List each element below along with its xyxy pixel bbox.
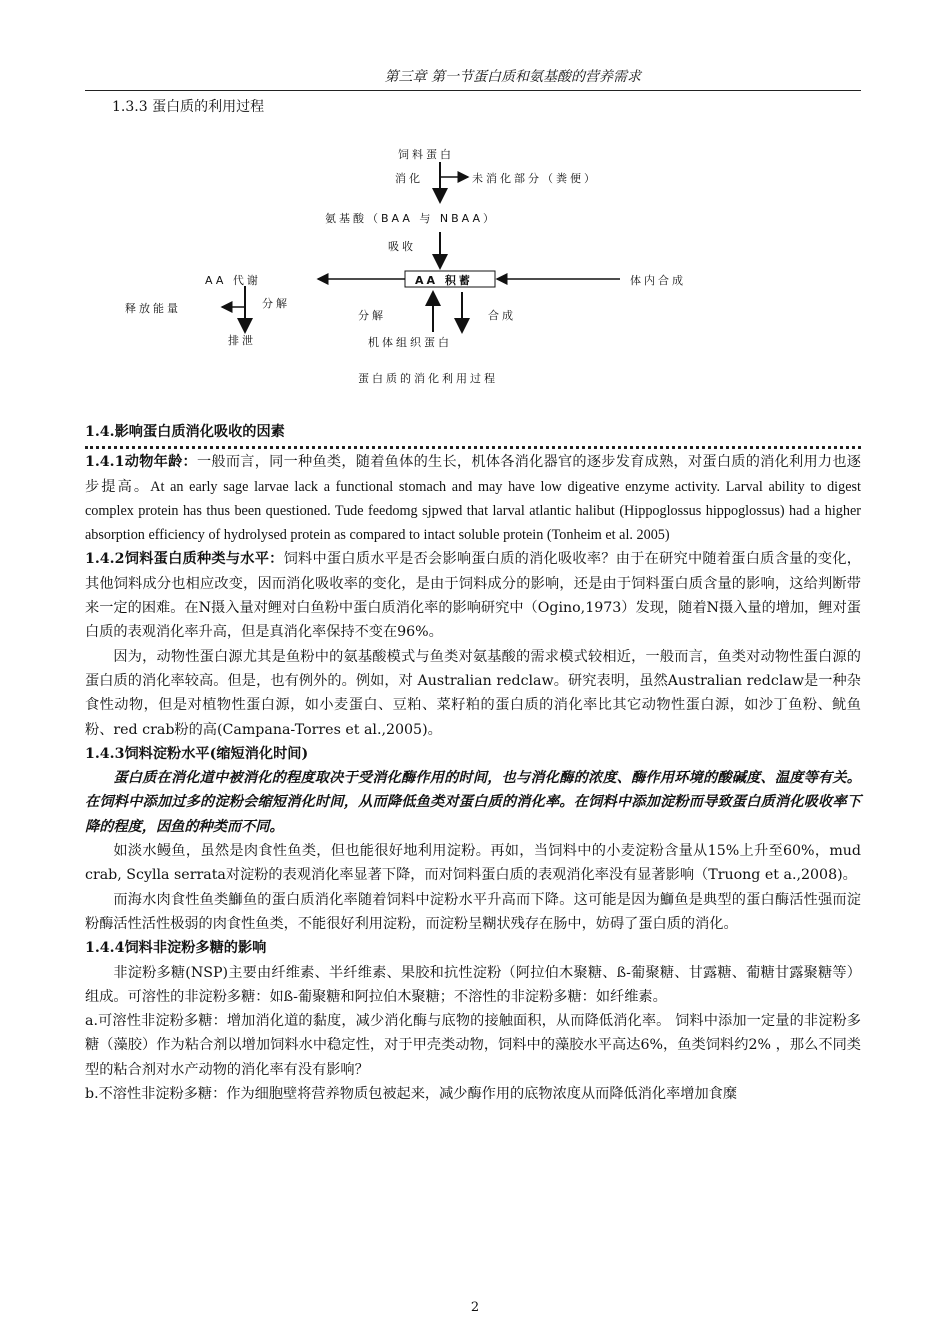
paragraph-1-4-3-b: 而海水肉食性鱼类鰤鱼的蛋白质消化率随着饲料中淀粉水平升高而下降。这可能是因为鰤鱼是典型的蛋白酶活性强而淀粉酶活性活性极弱的肉食性鱼类，不能很好利用淀粉，而淀粉呈糊状残存在肠中，妨碍了蛋白质的消化。 xyxy=(85,891,861,932)
heading-1-4-1: 1.4.1动物年龄： xyxy=(85,454,197,471)
heading-1-4-3: 1.4.3饲料淀粉水平(缩短消化时间) xyxy=(85,745,309,762)
section-heading-1-3-3: 1.3.3 蛋白质的利用过程 xyxy=(112,99,265,115)
text-1-4-1-en: At an early sage larvae lack a functional stomach and may have low digeative enzyme activity. Larval ability to digest complex protein has thus been questioned. Tude feedomg sjpwed that larval atlantic halibut (Hippoglossus hippoglossus) had a higher absorption efficiency of hydrolysed protein as compared to intact soluble protein (Tonheim et al. 2005) xyxy=(85,478,861,544)
label-feed-protein: 饲料蛋白 xyxy=(398,148,454,161)
paragraph-1-4-4-soluble: a.可溶性非淀粉多糖：增加消化道的黏度，减少消化酶与底物的接触面积，从而降低消化率。 饲料中添加一定量的非淀粉多糖（藻胶）作为粘合剂以增加饲料水中稳定性，对于甲壳类动物，饲料中的藻胶水平高达6%，鱼类饲料约2% ，那么不同类型的粘合剂对水产动物的消化率有没有影响？ xyxy=(85,1013,861,1078)
label-body-tissue-protein: 机体组织蛋白 xyxy=(368,336,452,349)
heading-1-4-4: 1.4.4饲料非淀粉多糖的影响 xyxy=(85,940,267,957)
label-release-energy: 释放能量 xyxy=(125,302,181,315)
label-digestion: 消化 xyxy=(395,172,423,185)
label-excretion: 排泄 xyxy=(228,334,256,347)
label-decompose-left: 分解 xyxy=(262,297,290,310)
label-in-vivo-synthesis: 体内合成 xyxy=(630,274,686,287)
label-decompose-mid: 分解 xyxy=(358,309,386,322)
protein-utilization-diagram xyxy=(125,140,760,390)
label-aa-metabolism: AA 代谢 xyxy=(205,274,261,287)
paragraph-1-4-3-a: 如淡水鳗鱼，虽然是肉食性鱼类，但也能很好地利用淀粉。再如，当饲料中的小麦淀粉含量从15%上升至60%，mud crab, Scylla serrata对淀粉的表观消化率显著下降，而对饲料蛋白质的表观消化率没有显著影响（Truong et a.,2008)。 xyxy=(85,843,861,884)
label-undigested: 未消化部分（粪便） xyxy=(472,172,598,185)
label-synthesis: 合成 xyxy=(488,309,516,322)
running-header: 第三章 第一节蛋白质和氨基酸的营养需求 xyxy=(384,69,641,85)
heading-1-4-2: 1.4.2饲料蛋白质种类与水平： xyxy=(85,551,284,568)
header-rule xyxy=(85,90,861,91)
heading-1-4: 1.4.影响蛋白质消化吸收的因素 xyxy=(85,424,285,440)
diagram-caption: 蛋白质的消化利用过程 xyxy=(358,372,498,385)
label-amino-acids: 氨基酸（BAA 与 NBAA） xyxy=(325,212,498,225)
page-number: 2 xyxy=(470,1300,480,1315)
paragraph-1-4-2-b: 因为，动物性蛋白源尤其是鱼粉中的氨基酸模式与鱼类对氨基酸的需求模式较相近，一般而言，鱼类对动物性蛋白源的蛋白质的消化率较高。但是，也有例外的。例如，对 Australian redclaw。研究表明，虽然Australian redclaw是一种杂食性动物，但是对植物性蛋白源，如小麦蛋白、豆粕、菜籽粕的蛋白质的消化率比其它动物性蛋白源，如沙丁鱼粉、鱿鱼粉、red crab粉的高(Campana-Torres et al.,2005)。 xyxy=(85,648,861,738)
text-1-4-2-a: 饲料中蛋白质水平是否会影响蛋白质的消化吸收率？由于在研究中随着蛋白质含量的变化，其他饲料成分也相应改变，因而消化吸收率的变化，是由于饲料成分的影响，还是由于饲料蛋白质含量的影响，这给判断带来一定的困难。在N摄入量对鲤对白鱼粉中蛋白质消化率的影响研究中（Ogino,1973）发现，随着N摄入量的增加，鲤对蛋白质的表观消化率升高，但是真消化率保持不变在96%。 xyxy=(85,551,861,641)
label-absorption: 吸收 xyxy=(388,240,416,253)
label-aa-pool: AA 积蓄 xyxy=(415,274,473,287)
paragraph-1-4-4-insoluble: b.不溶性非淀粉多糖：作为细胞壁将营养物质包被起来，减少酶作用的底物浓度从而降低消化率增加食糜 xyxy=(85,1086,738,1103)
paragraph-1-4-1 xyxy=(85,450,861,547)
paragraph-1-4-2 xyxy=(85,547,861,644)
paragraph-1-4-4-a: 非淀粉多糖(NSP)主要由纤维素、半纤维素、果胶和抗性淀粉（阿拉伯木聚糖、ß-葡聚糖、甘露糖、葡糖甘露聚糖等）组成。可溶性的非淀粉多糖：如ß-葡聚糖和阿拉伯木聚糖；不溶性的非淀粉多糖：如纤维素。 xyxy=(85,964,861,1005)
text-1-4-1-cn: 一般而言，同一种鱼类，随着鱼体的生长，机体各消化器官的逐步发育成熟，对蛋白质的消化利用力也逐步提高。 xyxy=(85,454,861,495)
dashed-divider xyxy=(85,446,861,449)
paragraph-1-4-3-bold: 蛋白质在消化道中被消化的程度取决于受消化酶作用的时间，也与消化酶的浓度、酶作用环境的酸碱度、温度等有关。在饲料中添加过多的淀粉会缩短消化时间，从而降低鱼类对蛋白质的消化率。在饲料中添加淀粉而导致蛋白质消化吸收率下降的程度，因鱼的种类而不同。 xyxy=(85,770,861,835)
main-text xyxy=(85,420,861,1106)
